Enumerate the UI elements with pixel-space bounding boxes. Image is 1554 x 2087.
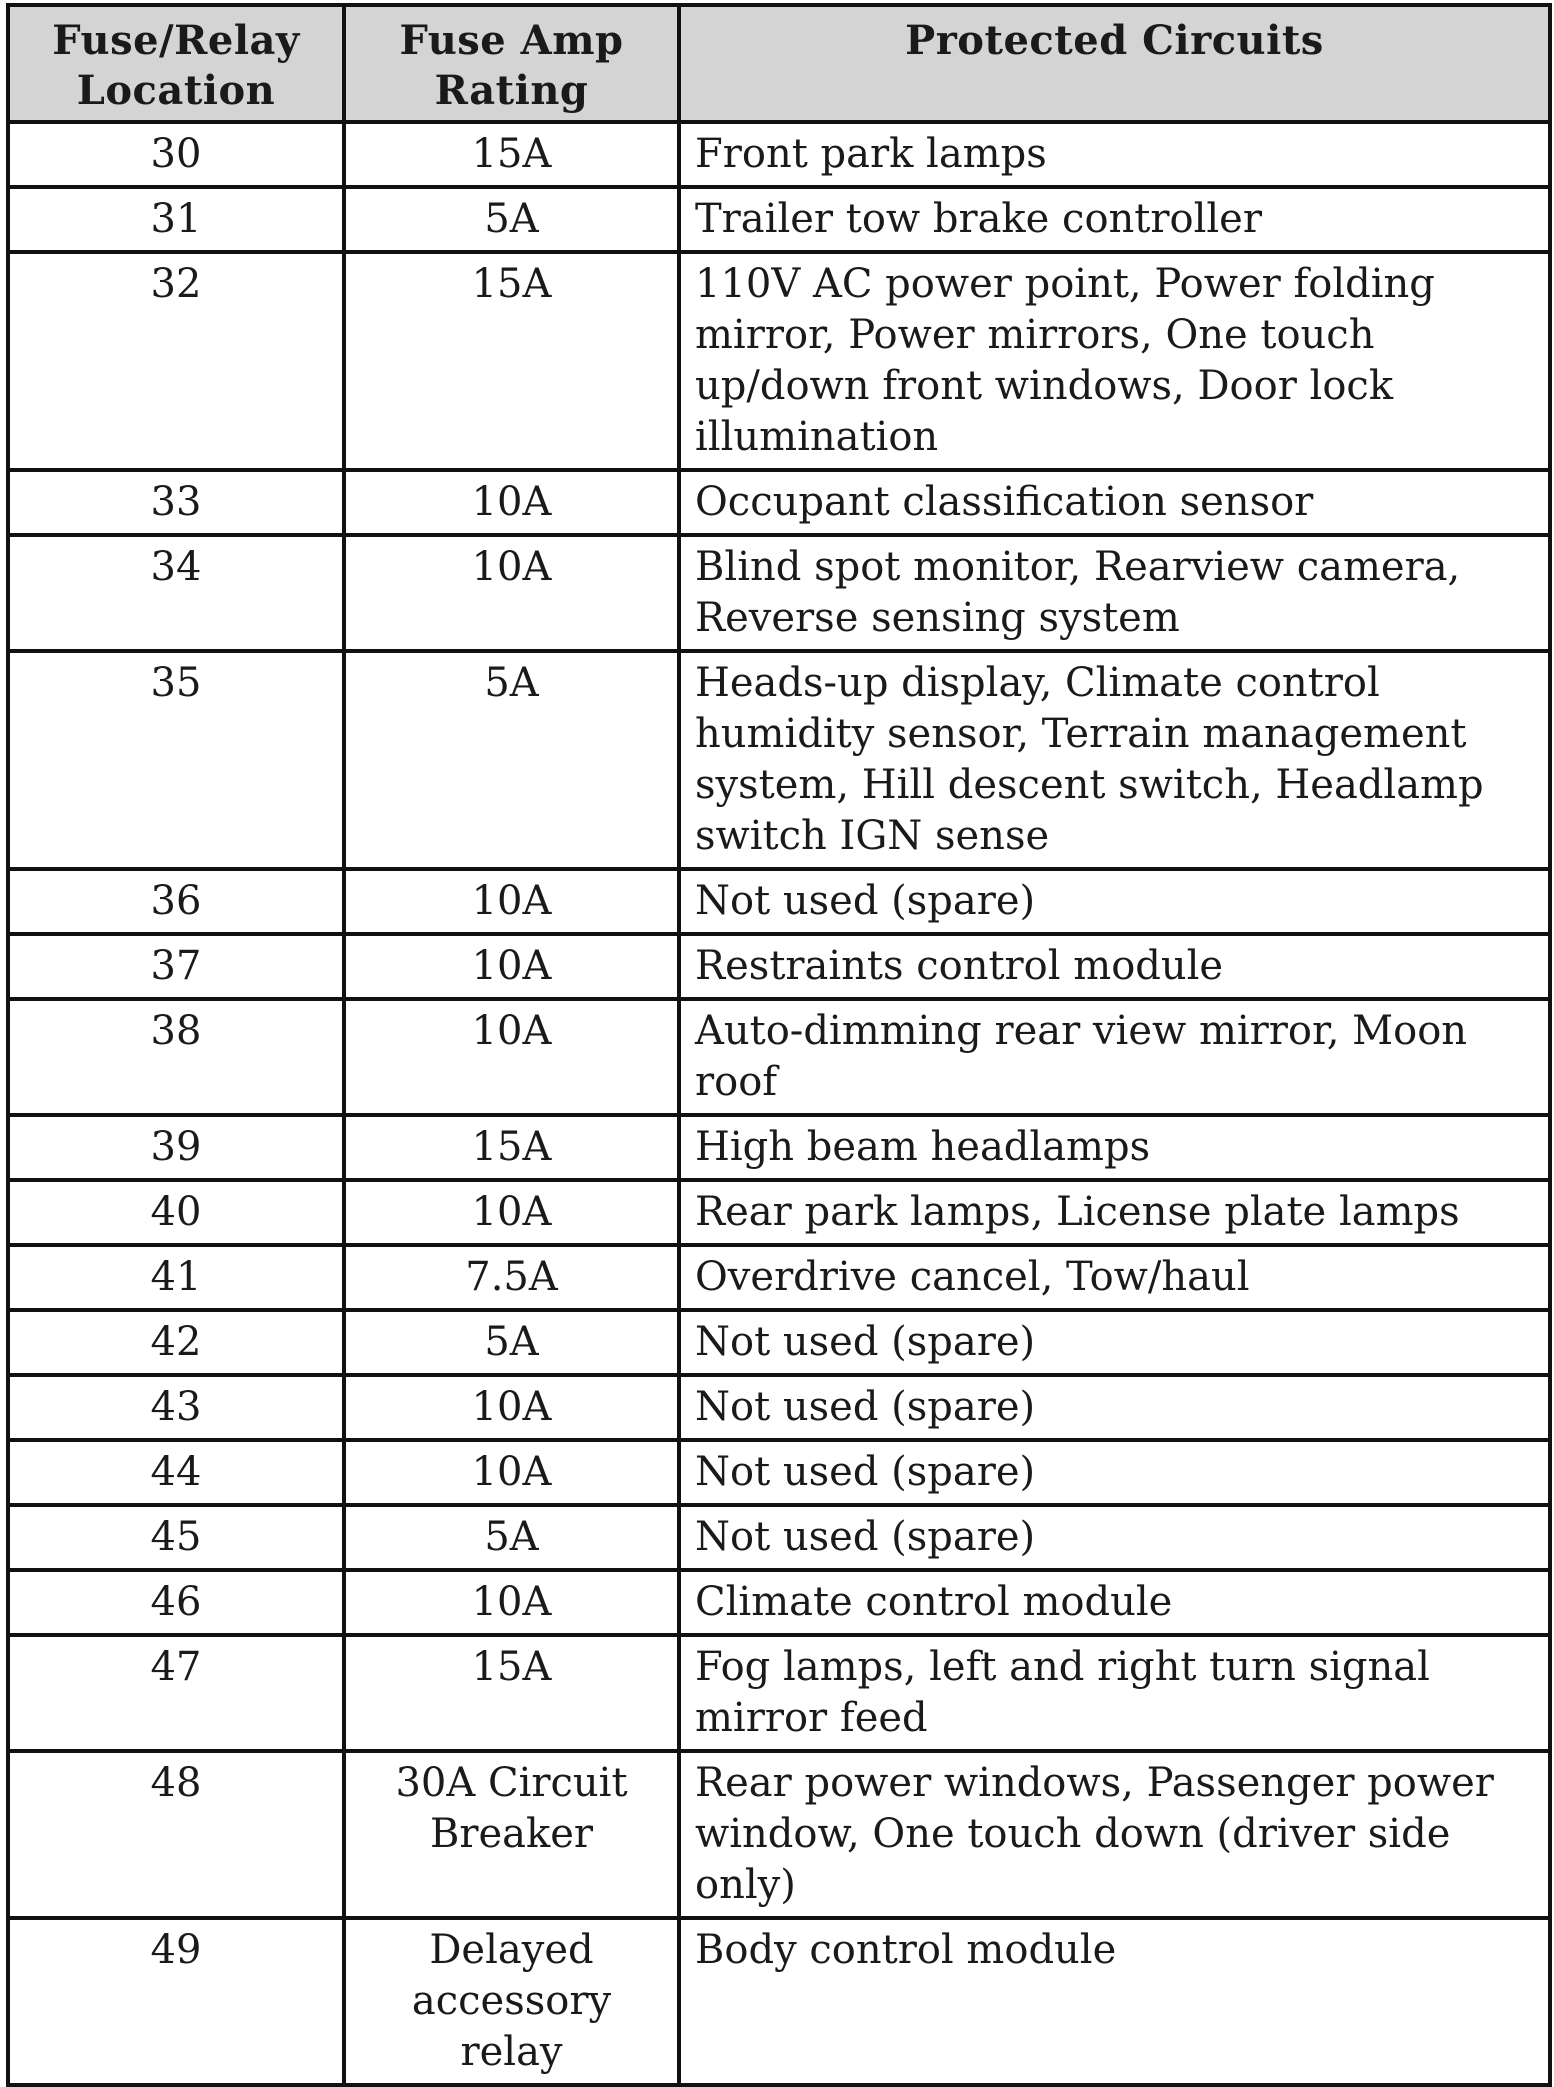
table-row <box>8 122 1550 187</box>
amp-rating-cell: 15A <box>344 252 679 470</box>
amp-rating-cell: 15A <box>344 1635 679 1751</box>
fuse-location-cell: 48 <box>8 1751 344 1918</box>
table-row <box>8 1115 1550 1180</box>
fuse-location-cell: 31 <box>8 187 344 252</box>
protected-circuits-cell: Blind spot monitor, Rearview camera, Reverse sensing system <box>679 535 1550 651</box>
amp-rating-cell: 15A <box>344 122 679 187</box>
fuse-location-cell: 47 <box>8 1635 344 1751</box>
table-row <box>8 1375 1550 1440</box>
fuse-location-cell: 41 <box>8 1245 344 1310</box>
protected-circuits-cell: Occupant classification sensor <box>679 470 1550 535</box>
table-row <box>8 252 1550 470</box>
header-protected-circuits: Protected Circuits <box>679 5 1550 122</box>
table-header-row <box>8 5 1550 122</box>
fuse-location-cell: 35 <box>8 651 344 869</box>
protected-circuits-cell: Not used (spare) <box>679 869 1550 934</box>
amp-rating-cell: 10A <box>344 1180 679 1245</box>
table-row <box>8 651 1550 869</box>
amp-rating-cell: 10A <box>344 535 679 651</box>
protected-circuits-cell: Body control module <box>679 1918 1550 2085</box>
protected-circuits-cell: Climate control module <box>679 1570 1550 1635</box>
table-body <box>8 122 1550 2085</box>
amp-rating-cell: 10A <box>344 1570 679 1635</box>
fuse-location-cell: 37 <box>8 934 344 999</box>
amp-rating-cell: 5A <box>344 187 679 252</box>
fuse-location-cell: 42 <box>8 1310 344 1375</box>
protected-circuits-cell: Trailer tow brake controller <box>679 187 1550 252</box>
amp-rating-cell: 10A <box>344 934 679 999</box>
protected-circuits-cell: Restraints control module <box>679 934 1550 999</box>
fuse-location-cell: 40 <box>8 1180 344 1245</box>
protected-circuits-cell: Fog lamps, left and right turn signal mirror feed <box>679 1635 1550 1751</box>
fuse-table-page <box>6 3 1552 2087</box>
protected-circuits-cell: Heads-up display, Climate control humidity sensor, Terrain management system, Hill descent switch, Headlamp switch IGN sense <box>679 651 1550 869</box>
protected-circuits-cell: Front park lamps <box>679 122 1550 187</box>
protected-circuits-cell: Rear park lamps, License plate lamps <box>679 1180 1550 1245</box>
amp-rating-cell: Delayed accessory relay <box>344 1918 679 2085</box>
table-row <box>8 1310 1550 1375</box>
protected-circuits-cell: Not used (spare) <box>679 1310 1550 1375</box>
protected-circuits-cell: Not used (spare) <box>679 1505 1550 1570</box>
fuse-location-cell: 32 <box>8 252 344 470</box>
fuse-location-cell: 30 <box>8 122 344 187</box>
fuse-location-cell: 36 <box>8 869 344 934</box>
amp-rating-cell: 10A <box>344 1440 679 1505</box>
protected-circuits-cell: Overdrive cancel, Tow/haul <box>679 1245 1550 1310</box>
fuse-location-cell: 33 <box>8 470 344 535</box>
table-row <box>8 470 1550 535</box>
amp-rating-cell: 15A <box>344 1115 679 1180</box>
amp-rating-cell: 5A <box>344 1310 679 1375</box>
fuse-location-cell: 46 <box>8 1570 344 1635</box>
amp-rating-cell: 5A <box>344 1505 679 1570</box>
table-row <box>8 187 1550 252</box>
fuse-location-cell: 39 <box>8 1115 344 1180</box>
fuse-location-cell: 45 <box>8 1505 344 1570</box>
protected-circuits-cell: High beam headlamps <box>679 1115 1550 1180</box>
table-row <box>8 1918 1550 2085</box>
table-row <box>8 1505 1550 1570</box>
amp-rating-cell: 10A <box>344 999 679 1115</box>
header-location: Fuse/Relay Location <box>8 5 344 122</box>
protected-circuits-cell: Not used (spare) <box>679 1375 1550 1440</box>
amp-rating-cell: 7.5A <box>344 1245 679 1310</box>
table-row <box>8 1180 1550 1245</box>
table-row <box>8 1440 1550 1505</box>
table-row <box>8 999 1550 1115</box>
table-row <box>8 1245 1550 1310</box>
table-row <box>8 1751 1550 1918</box>
fuse-location-cell: 49 <box>8 1918 344 2085</box>
amp-rating-cell: 10A <box>344 1375 679 1440</box>
amp-rating-cell: 10A <box>344 470 679 535</box>
amp-rating-cell: 10A <box>344 869 679 934</box>
fuse-location-cell: 34 <box>8 535 344 651</box>
fuse-location-cell: 38 <box>8 999 344 1115</box>
protected-circuits-cell: Not used (spare) <box>679 1440 1550 1505</box>
table-row <box>8 1570 1550 1635</box>
table-row <box>8 535 1550 651</box>
amp-rating-cell: 30A Circuit Breaker <box>344 1751 679 1918</box>
protected-circuits-cell: Rear power windows, Passenger power window, One touch down (driver side only) <box>679 1751 1550 1918</box>
table-row <box>8 869 1550 934</box>
fuse-table <box>6 3 1552 2087</box>
amp-rating-cell: 5A <box>344 651 679 869</box>
fuse-location-cell: 43 <box>8 1375 344 1440</box>
protected-circuits-cell: Auto-dimming rear view mirror, Moon roof <box>679 999 1550 1115</box>
table-row <box>8 1635 1550 1751</box>
header-amp-rating: Fuse Amp Rating <box>344 5 679 122</box>
table-row <box>8 934 1550 999</box>
protected-circuits-cell: 110V AC power point, Power folding mirror, Power mirrors, One touch up/down front windows, Door lock illumination <box>679 252 1550 470</box>
fuse-location-cell: 44 <box>8 1440 344 1505</box>
